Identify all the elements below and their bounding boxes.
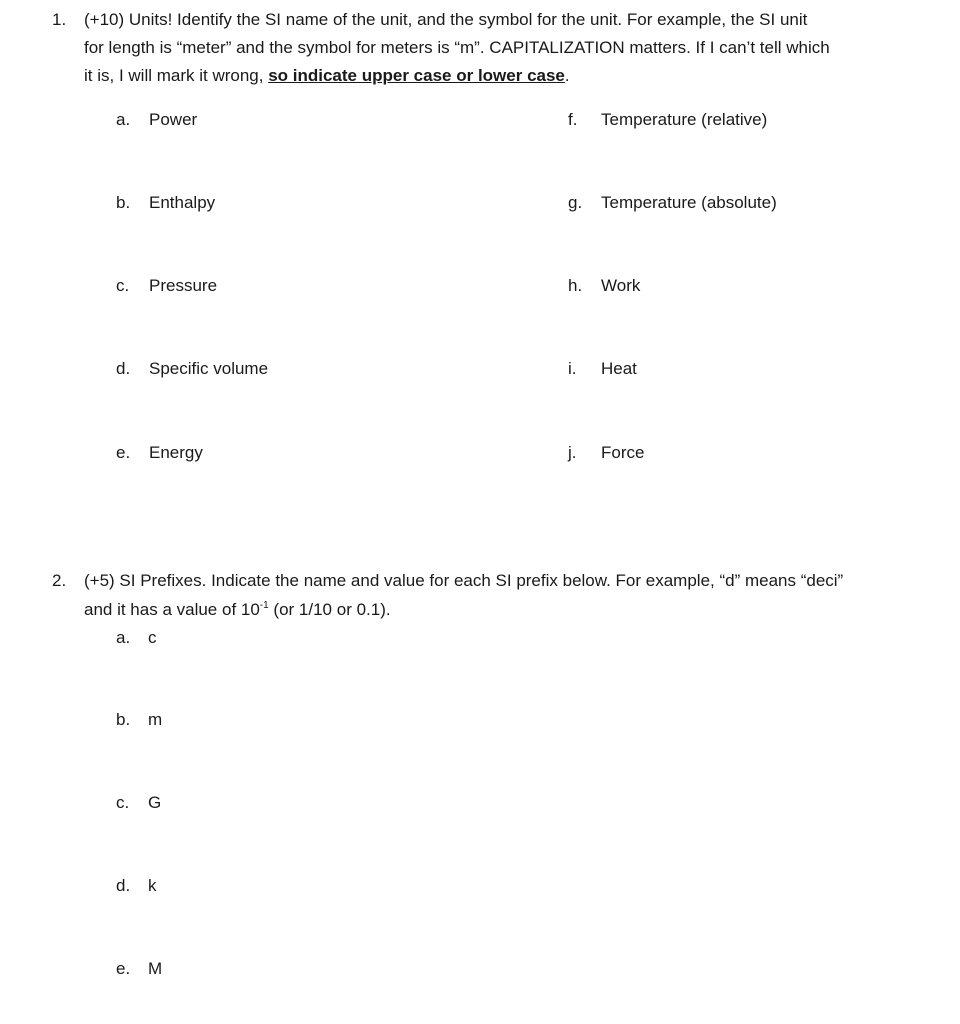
item-label: Power xyxy=(149,110,198,129)
item-letter: i. xyxy=(568,359,577,378)
question-2-line-2-text: and it has a value of 10 xyxy=(84,600,260,619)
item-letter: h. xyxy=(568,276,583,295)
item-label: Enthalpy xyxy=(149,193,216,212)
item-letter: e. xyxy=(116,443,131,462)
item-label: Temperature (absolute) xyxy=(601,193,777,212)
item-label: c xyxy=(148,628,157,647)
item-label: Pressure xyxy=(149,276,218,295)
item-label: G xyxy=(148,793,162,812)
item-label: m xyxy=(148,710,163,729)
exponent: -1 xyxy=(259,600,269,611)
item-label: Work xyxy=(601,276,641,295)
item-label: k xyxy=(148,876,157,895)
question-1-line-3-text: it is, I will mark it wrong, xyxy=(84,66,269,85)
item-letter: d. xyxy=(116,876,131,895)
question-1-line-1: (+10) Units! Identify the SI name of the unit, and the symbol for the unit. For example, the SI unit xyxy=(84,10,808,29)
case-instruction-emphasis: so indicate upper case or lower case xyxy=(268,66,565,85)
item-letter: a. xyxy=(116,628,131,647)
item-label: Force xyxy=(601,443,645,462)
item-label: Heat xyxy=(601,359,637,378)
item-letter: b. xyxy=(116,710,131,729)
question-2-line-1: (+5) SI Prefixes. Indicate the name and value for each SI prefix below. For example, “d” means “deci” xyxy=(84,571,844,590)
item-label: Specific volume xyxy=(149,359,269,378)
item-letter: g. xyxy=(568,193,583,212)
item-letter: b. xyxy=(116,193,131,212)
question-1-number: 1. xyxy=(52,10,67,29)
item-letter: j. xyxy=(568,443,577,462)
item-letter: e. xyxy=(116,959,131,978)
item-letter: c. xyxy=(116,793,130,812)
question-1-line-2: for length is “meter” and the symbol for meters is “m”. CAPITALIZATION matters. If I can’t tell which xyxy=(84,38,830,57)
item-letter: f. xyxy=(568,110,578,129)
question-1-line-3-end: . xyxy=(564,66,570,85)
question-2-line-2-end: (or 1/10 or 0.1). xyxy=(268,600,391,619)
item-letter: c. xyxy=(116,276,130,295)
item-letter: a. xyxy=(116,110,131,129)
question-1-line-3 xyxy=(84,62,570,90)
item-label: Temperature (relative) xyxy=(601,110,768,129)
item-label: Energy xyxy=(149,443,203,462)
question-2-number: 2. xyxy=(52,571,67,590)
item-letter: d. xyxy=(116,359,131,378)
question-2-line-2 xyxy=(84,596,391,624)
item-label: M xyxy=(148,959,163,978)
